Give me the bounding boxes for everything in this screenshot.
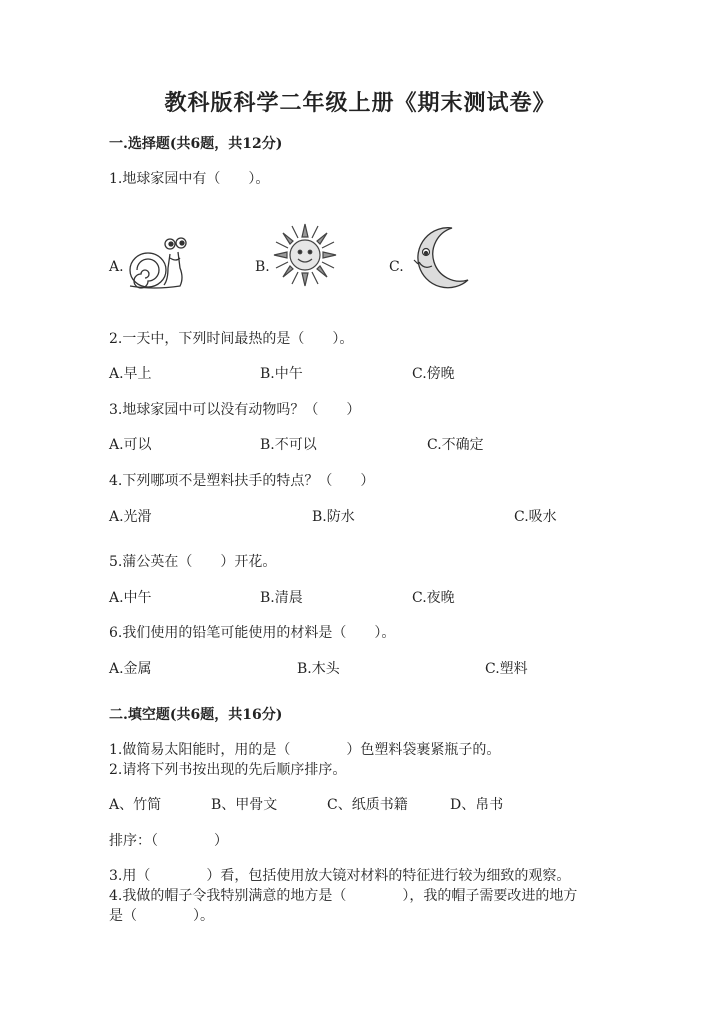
q3-option-c: C.不确定 — [427, 437, 484, 453]
sun-icon — [270, 220, 340, 290]
q3-option-a: A.可以 — [109, 437, 152, 453]
fill-question-1: 1.做简易太阳能时，用的是（ ）色塑料袋裹紧瓶子的。 — [109, 742, 501, 758]
q2-option-b: B.中午 — [260, 366, 303, 382]
q1-option-c: C. — [389, 259, 404, 275]
question-5: 5.蒲公英在（ ）开花。 — [109, 554, 277, 570]
q6-option-c: C.塑料 — [485, 661, 528, 677]
fill-question-2: 2.请将下列书按出现的先后顺序排序。 — [109, 762, 347, 778]
q2-book-b: B、甲骨文 — [211, 797, 278, 813]
question-6: 6.我们使用的铅笔可能使用的材料是（ ）。 — [109, 625, 396, 641]
snail-icon — [124, 228, 192, 292]
q6-option-b: B.木头 — [297, 661, 340, 677]
q6-option-a: A.金属 — [109, 661, 152, 677]
question-4: 4.下列哪项不是塑料扶手的特点？（ ） — [109, 473, 375, 489]
q2-book-a: A、竹简 — [109, 797, 162, 813]
q3-option-b: B.不可以 — [260, 437, 317, 453]
q1-option-b: B. — [255, 259, 270, 275]
q4-option-b: B.防水 — [312, 509, 355, 525]
fill-question-4-line1: 4.我做的帽子令我特别满意的地方是（ ），我的帽子需要改进的地方 — [109, 888, 578, 904]
question-1: 1.地球家园中有（ ）。 — [109, 171, 270, 187]
q5-option-a: A.中午 — [109, 590, 152, 606]
q2-book-d: D、帛书 — [450, 797, 504, 813]
fill-question-3: 3.用（ ）看，包括使用放大镜对材料的特征进行较为细致的观察。 — [109, 868, 571, 884]
section-heading-choice: 一.选择题(共6题，共12分) — [109, 136, 283, 152]
moon-icon — [404, 222, 474, 292]
q4-option-c: C.吸水 — [514, 509, 557, 525]
question-3: 3.地球家园中可以没有动物吗？（ ） — [109, 402, 361, 418]
q1-option-a: A. — [109, 259, 124, 275]
question-2: 2.一天中，下列时间最热的是（ ）。 — [109, 331, 354, 347]
fill-question-2-answer: 排序：（ ） — [109, 833, 228, 849]
fill-question-4-line2: 是（ ）。 — [109, 908, 214, 924]
q2-option-c: C.傍晚 — [412, 366, 455, 382]
section-heading-fill: 二.填空题(共6题，共16分) — [109, 707, 283, 723]
page-title: 教科版科学二年级上册《期末测试卷》 — [164, 90, 556, 116]
q4-option-a: A.光滑 — [109, 509, 152, 525]
q5-option-c: C.夜晚 — [412, 590, 455, 606]
q5-option-b: B.清晨 — [260, 590, 303, 606]
q2-option-a: A.早上 — [109, 366, 152, 382]
q2-book-c: C、纸质书籍 — [327, 797, 408, 813]
